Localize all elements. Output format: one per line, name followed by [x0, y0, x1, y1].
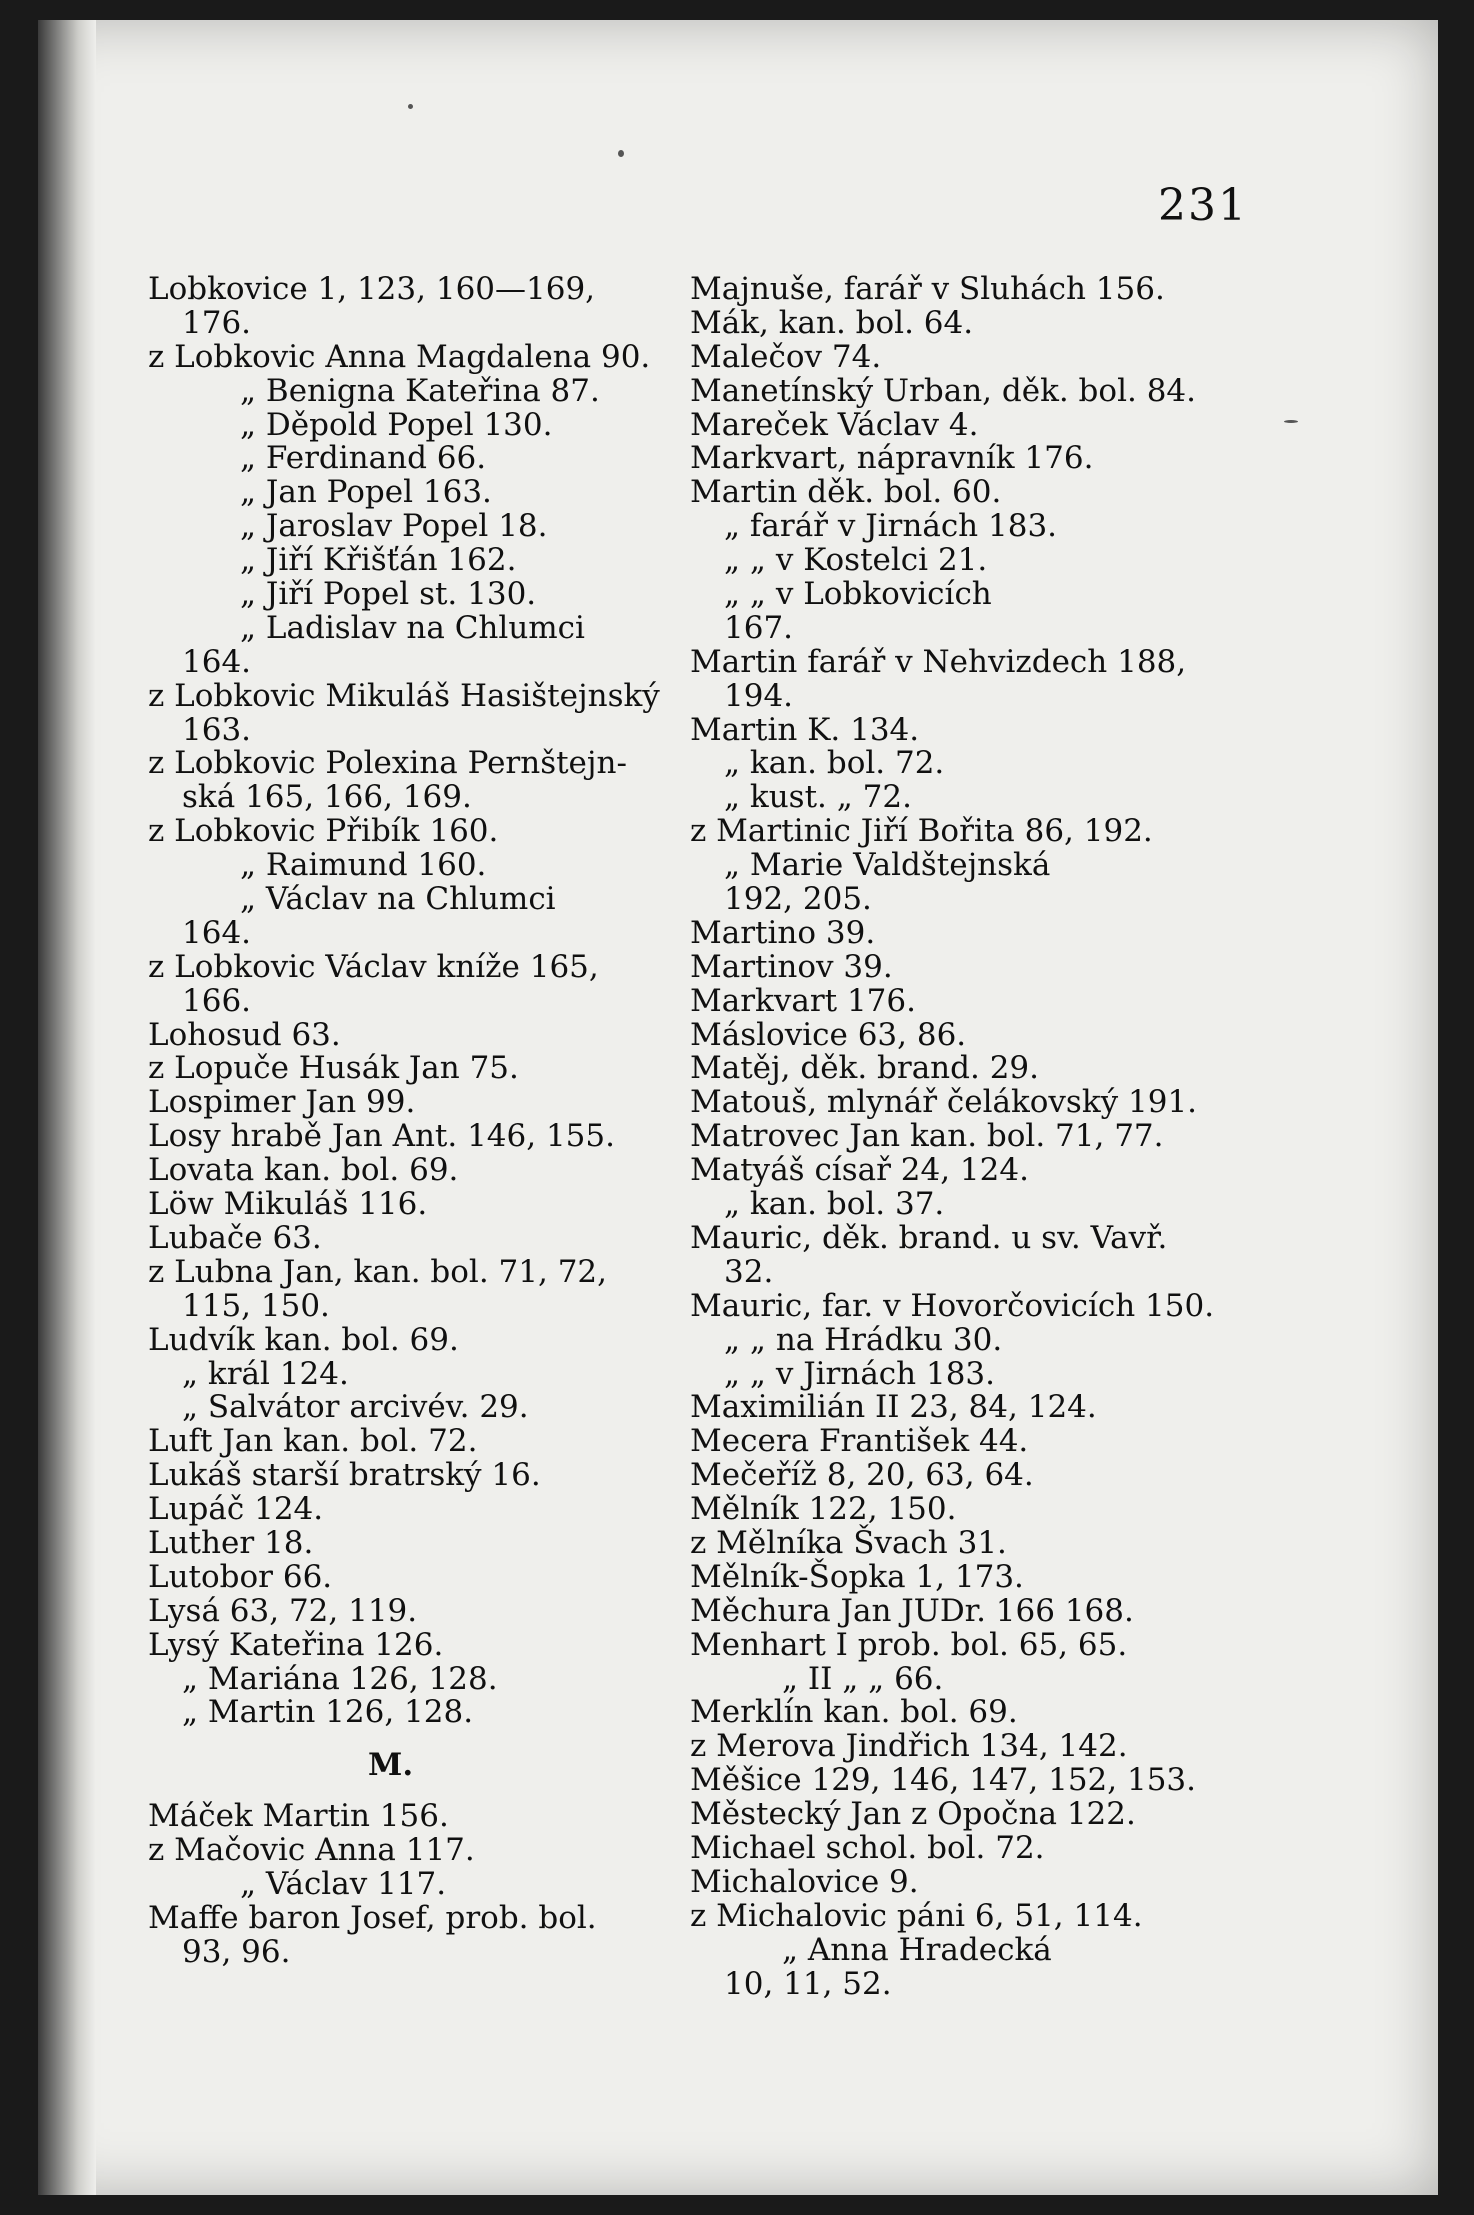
index-entry: Losy hrabě Jan Ant. 146, 155. [148, 1118, 615, 1155]
index-entry: „ král 124. [182, 1355, 349, 1392]
index-entry: Měšice 129, 146, 147, 152, 153. [690, 1762, 1197, 1799]
index-entry: Lubače 63. [148, 1219, 322, 1256]
index-entry: Měchura Jan JUDr. 166 168. [690, 1592, 1134, 1629]
index-entry: Majnuše, farář v Sluhách 156. [690, 271, 1165, 307]
index-entry: 163. [182, 711, 252, 748]
index-entry: 32. [724, 1253, 774, 1290]
index-entry: 176. [182, 304, 252, 341]
index-entry: „ Jiří Křišťán 162. [240, 542, 517, 579]
index-entry: z Lobkovic Anna Magdalena 90. [148, 338, 651, 375]
index-entry: z Lobkovic Mikuláš Hasištejnský [148, 677, 660, 714]
index-entry: „ kust. „ 72. [724, 779, 912, 816]
index-entry: Martin farář v Nehvizdech 188, [690, 643, 1187, 680]
index-entry: 164. [182, 914, 252, 951]
index-entry: „ Jaroslav Popel 18. [240, 508, 548, 545]
index-entry: Lysá 63, 72, 119. [148, 1592, 418, 1629]
index-entry: 93, 96. [182, 1933, 291, 1970]
index-entry: „ „ na Hrádku 30. [724, 1321, 1003, 1358]
index-entry: 10, 11, 52. [724, 1965, 892, 2002]
index-entry: „ „ v Jirnách 183. [724, 1355, 996, 1392]
index-entry: „ Děpold Popel 130. [240, 406, 553, 443]
index-entry: „ Martin 126, 128. [182, 1694, 474, 1731]
paper-speck [408, 104, 413, 109]
index-entry: „ „ v Lobkovicích [724, 576, 992, 613]
index-entry: Ludvík kan. bol. 69. [148, 1321, 459, 1358]
index-entry: z Mačovic Anna 117. [148, 1832, 475, 1869]
index-entry: z Lobkovic Polexina Pernštejn- [148, 745, 627, 782]
index-entry: Maffe baron Josef, prob. bol. [148, 1899, 597, 1936]
index-entry: Maximilián II 23, 84, 124. [690, 1389, 1097, 1426]
index-entry: „ Ladislav na Chlumci [240, 609, 585, 646]
index-entry: Lohosud 63. [148, 1016, 341, 1053]
index-entry: „ kan. bol. 37. [724, 1186, 945, 1223]
section-heading: M. [368, 1747, 414, 1784]
index-entry: „ Marie Valdštejnská [724, 847, 1051, 884]
index-entry: Matyáš císař 24, 124. [690, 1152, 1029, 1189]
index-entry: Martinov 39. [690, 948, 893, 985]
index-entry: „ Mariána 126, 128. [182, 1660, 498, 1697]
index-entry: „ kan. bol. 72. [724, 745, 945, 782]
index-entry: Luther 18. [148, 1524, 314, 1561]
index-entry: z Martinic Jiří Bořita 86, 192. [690, 813, 1153, 850]
index-entry: „ Václav na Chlumci [240, 881, 556, 918]
index-entry: Martin děk. bol. 60. [690, 474, 1002, 511]
index-entry: Matouš, mlynář čelákovský 191. [690, 1084, 1198, 1121]
index-entry: Mák, kan. bol. 64. [690, 304, 974, 341]
index-entry: Lospimer Jan 99. [148, 1084, 416, 1121]
index-entry: Malečov 74. [690, 338, 882, 375]
index-entry: „ Raimund 160. [240, 847, 487, 884]
index-entry: Merklín kan. bol. 69. [690, 1694, 1018, 1731]
index-entry: 194. [724, 677, 794, 714]
index-entry: Lutobor 66. [148, 1558, 333, 1595]
index-entry: Lobkovice 1, 123, 160—169, [148, 271, 596, 307]
index-entry: 164. [182, 643, 252, 680]
index-entry: Matrovec Jan kan. bol. 71, 77. [690, 1118, 1164, 1155]
paper-speck [1284, 420, 1298, 423]
index-entry: „ Jan Popel 163. [240, 474, 492, 511]
index-column-left [148, 273, 688, 1970]
index-entry: Luft Jan kan. bol. 72. [148, 1423, 478, 1460]
index-entry: „ Salvátor arcivév. 29. [182, 1389, 529, 1426]
index-entry: z Mělníka Švach 31. [690, 1524, 1007, 1561]
index-entry: z Michalovic páni 6, 51, 114. [690, 1897, 1143, 1934]
index-entry: Markvart 176. [690, 982, 916, 1019]
index-entry: „ Ferdinand 66. [240, 440, 487, 477]
index-entry: Máslovice 63, 86. [690, 1016, 967, 1053]
index-entry: 166. [182, 982, 252, 1019]
index-entry: Mauric, far. v Hovorčovicích 150. [690, 1287, 1215, 1324]
page-number: 231 [1158, 180, 1248, 231]
index-entry: „ II „ „ 66. [782, 1660, 944, 1697]
index-entry: Lovata kan. bol. 69. [148, 1152, 459, 1189]
index-entry: Martin K. 134. [690, 711, 920, 748]
index-entry: Mareček Václav 4. [690, 406, 979, 443]
index-entry: ská 165, 166, 169. [182, 779, 472, 816]
index-entry: „ Benigna Kateřina 87. [240, 372, 600, 409]
index-entry: Máček Martin 156. [148, 1798, 449, 1835]
index-entry: Mecera František 44. [690, 1423, 1029, 1460]
index-entry: Markvart, nápravník 176. [690, 440, 1094, 477]
index-entry: z Lobkovic Přibík 160. [148, 813, 499, 850]
index-entry: Menhart I prob. bol. 65, 65. [690, 1626, 1128, 1663]
index-entry: „ Jiří Popel st. 130. [240, 576, 537, 613]
index-entry: Michalovice 9. [690, 1863, 919, 1900]
page-gutter-shadow [38, 20, 96, 2195]
index-entry: 115, 150. [182, 1287, 330, 1324]
index-entry: Lupáč 124. [148, 1491, 324, 1528]
index-entry: Matěj, děk. brand. 29. [690, 1050, 1039, 1087]
index-entry: 167. [724, 609, 794, 646]
index-entry: z Merova Jindřich 134, 142. [690, 1728, 1128, 1765]
index-entry: Mělník-Šopka 1, 173. [690, 1558, 1024, 1595]
index-entry: Mauric, děk. brand. u sv. Vavř. [690, 1219, 1168, 1256]
index-entry: „ farář v Jirnách 183. [724, 508, 1058, 545]
index-entry: Michael schol. bol. 72. [690, 1829, 1045, 1866]
index-entry: Městecký Jan z Opočna 122. [690, 1796, 1136, 1833]
index-entry: „ Anna Hradecká [782, 1931, 1052, 1968]
index-entry: „ Václav 117. [240, 1866, 447, 1903]
index-entry: z Lubna Jan, kan. bol. 71, 72, [148, 1253, 607, 1290]
index-entry: Mělník 122, 150. [690, 1491, 957, 1528]
index-entry: Manetínský Urban, děk. bol. 84. [690, 372, 1196, 409]
index-entry: Lukáš starší bratrský 16. [148, 1457, 541, 1494]
index-entry: „ „ v Kostelci 21. [724, 542, 988, 579]
index-column-right [690, 273, 1250, 2001]
index-entry: z Lopuče Husák Jan 75. [148, 1050, 519, 1087]
index-entry: Löw Mikuláš 116. [148, 1186, 428, 1223]
index-entry: z Lobkovic Václav kníže 165, [148, 948, 599, 985]
index-entry: Mečeříž 8, 20, 63, 64. [690, 1457, 1034, 1494]
index-entry: Martino 39. [690, 914, 876, 951]
index-entry: Lysý Kateřina 126. [148, 1626, 444, 1663]
index-entry: 192, 205. [724, 881, 872, 918]
paper-speck [618, 150, 624, 157]
